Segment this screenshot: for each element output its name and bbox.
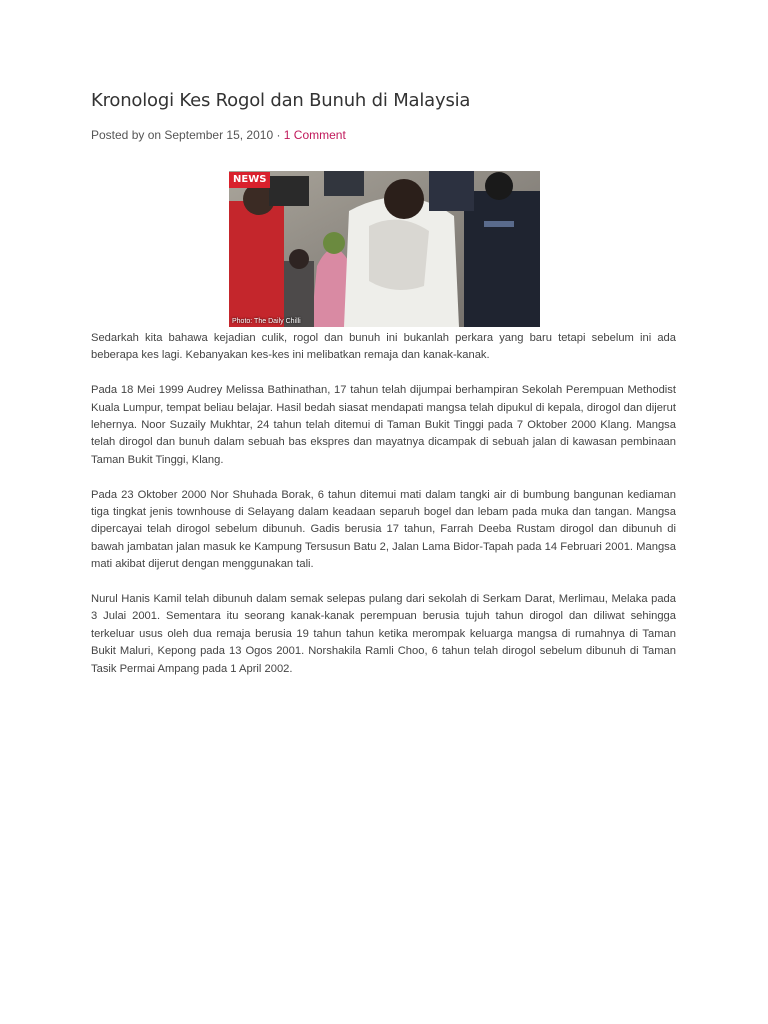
comments-link[interactable]: 1 Comment <box>283 128 346 142</box>
paragraph-intro: Sedarkah kita bahawa kejadian culik, rogol dan bunuh ini bukanlah perkara yang baru tetapi sebelum ini ada beberapa kes lagi. Kebanyakan kes-kes ini melibatkan remaja dan kanak-kanak. <box>91 332 676 362</box>
news-badge: NEWS <box>229 172 270 188</box>
post-byline: Posted by on September 15, 2010 · <box>91 128 284 142</box>
news-photo-image <box>229 171 540 327</box>
post-meta <box>91 128 346 142</box>
post-title: Kronologi Kes Rogol dan Bunuh di Malaysia <box>91 90 471 111</box>
news-photo <box>229 171 540 327</box>
photo-credit: Photo: The Daily Chilli <box>232 318 301 325</box>
paragraph-2000: Pada 23 Oktober 2000 Nor Shuhada Borak, 6 tahun ditemui mati dalam tangki air di bumbung bangunan kediaman tiga tingkat jenis townhouse di Selayang dalam keadaan separuh bogel dan lebam pada muka dan tangan. Mangsa dipercayai telah dirogol sebelum dibunuh. Gadis berusia 17 tahun, Farrah Deeba Rustam dirogol dan dibunuh di bawah jambatan jalan masuk ke Kampung Tersusun Batu 2, Jalan Lama Bidor-Tapah pada 14 Februari 2001. Mangsa mati akibat dijerut dengan menggunakan tali. <box>91 488 676 571</box>
paragraph-2001: Nurul Hanis Kamil telah dibunuh dalam semak selepas pulang dari sekolah di Serkam Darat, Merlimau, Melaka pada 3 Julai 2001. Sementara itu seorang kanak-kanak perempuan berusia tujuh tahun dirogol dan diliwat sehingga terkeluar usus oleh dua remaja berusia 19 tahun tahun ketika merompak keluarga mangsa di rumahnya di Taman Bukit Maluri, Kepong pada 13 Ogos 2001. Norshakila Ramli Choo, 6 tahun telah dirogol sebelum dibunuh di Taman Tasik Permai Ampang pada 1 April 2002. <box>91 593 676 675</box>
paragraph-1999: Pada 18 Mei 1999 Audrey Melissa Bathinathan, 17 tahun telah dijumpai berhampiran Sekolah Perempuan Methodist Kuala Lumpur, tempat beliau belajar. Hasil bedah siasat mendapati mangsa telah dipukul di kepala, dirogol dan dijerut lehernya. Noor Suzaily Mukhtar, 24 tahun telah ditemui di Taman Bukit Tinggi pada 7 Oktober 2000 Klang. Mangsa telah dirogol dan bunuh dalam sebuah bas ekspres dan mayatnya dicampak di sebuah jalan di kawasan pembinaan Taman Bukit Tinggi, Klang. <box>91 384 676 466</box>
article-body <box>91 330 676 695</box>
